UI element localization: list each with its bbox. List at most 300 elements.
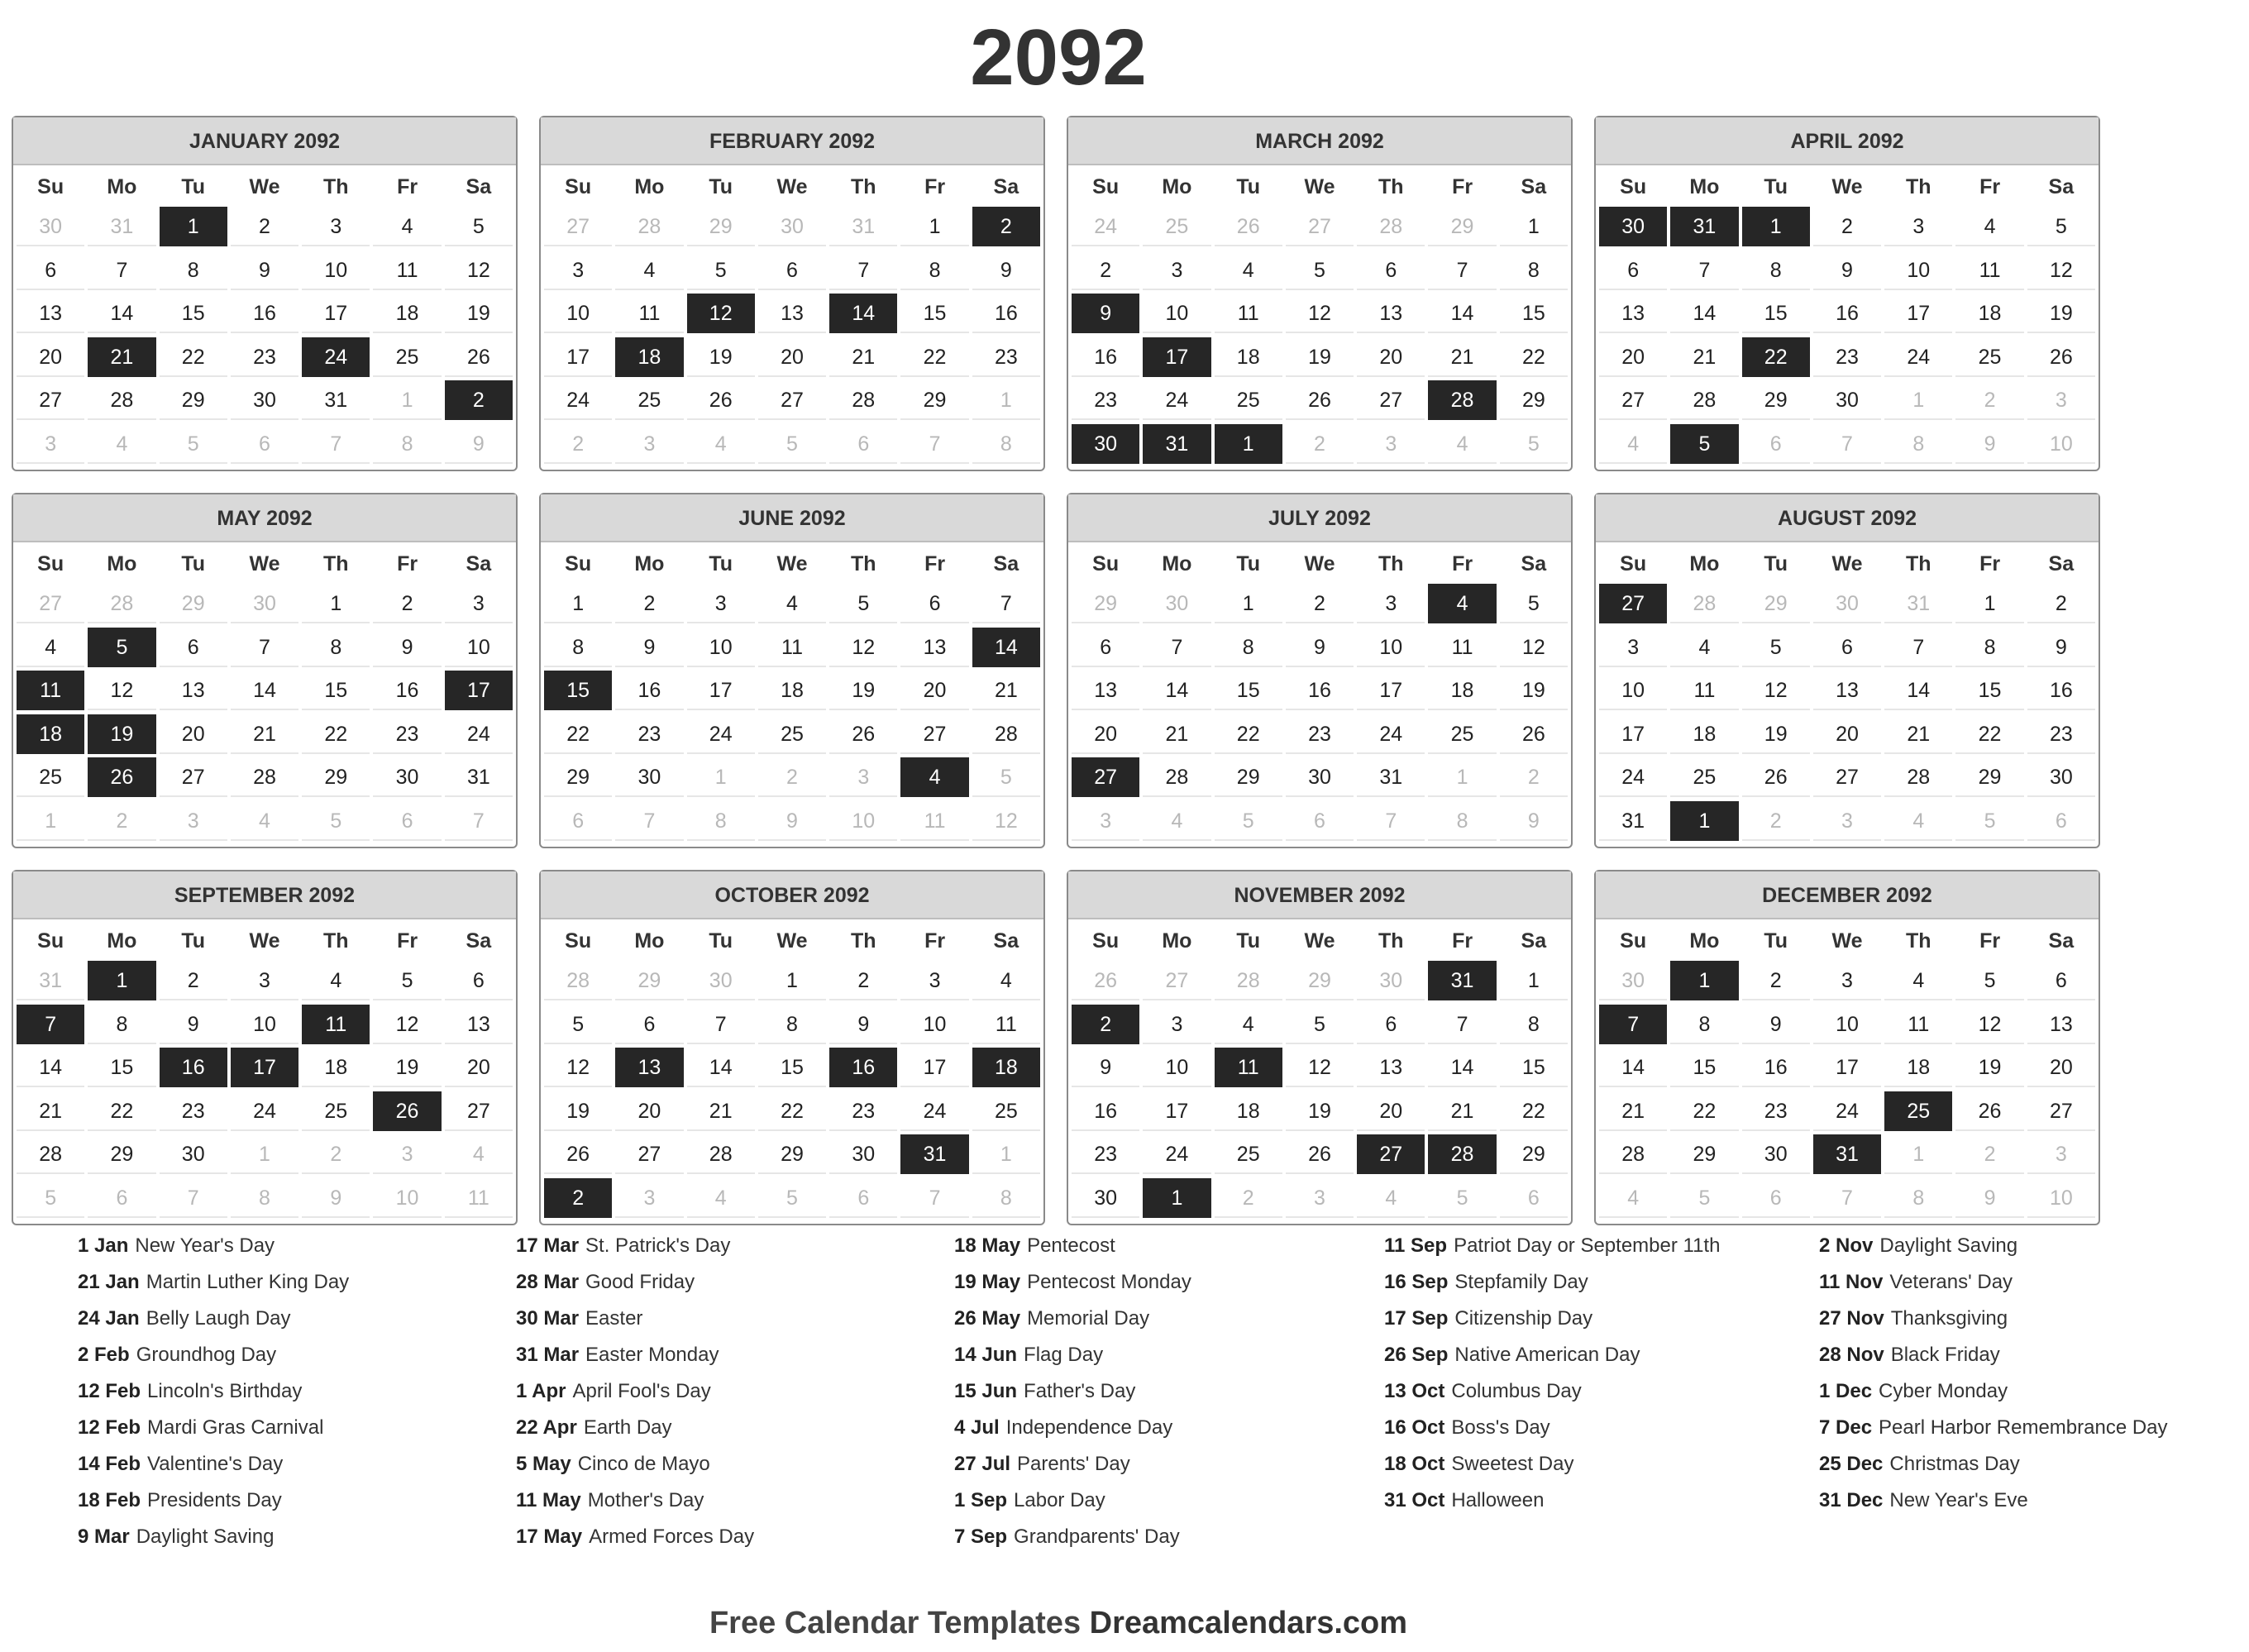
weekday-label: Mo: [1689, 929, 1720, 953]
day-cell-adjacent-month: 4: [1884, 801, 1952, 841]
day-cell-adjacent-month: 8: [1884, 1178, 1952, 1218]
holiday-date: 21 Jan: [78, 1271, 140, 1293]
day-cell-holiday: 16: [160, 1048, 227, 1087]
holiday-name: New Year's Day: [135, 1234, 275, 1257]
day-cell: 9: [615, 628, 683, 667]
day-cell: 6: [615, 1005, 683, 1044]
weekday-label: Sa: [466, 552, 492, 575]
day-cell: 18: [1215, 1091, 1282, 1131]
holiday-date: 12 Feb: [78, 1416, 141, 1439]
day-cell-adjacent-month: 29: [1428, 207, 1496, 246]
day-cell-adjacent-month: 7: [160, 1178, 227, 1218]
day-cell: 20: [1357, 337, 1425, 377]
day-cell-adjacent-month: 2: [758, 757, 826, 797]
day-cell-holiday: 2: [972, 207, 1040, 246]
day-cell: 2: [615, 584, 683, 623]
day-cell: 7: [1428, 1005, 1496, 1044]
holiday-name: St. Patrick's Day: [585, 1234, 731, 1257]
day-cell-adjacent-month: 30: [758, 207, 826, 246]
day-cell: 10: [544, 294, 612, 333]
holiday-name: Halloween: [1451, 1489, 1545, 1511]
holiday-item: [516, 1232, 946, 1259]
holiday-name: Labor Day: [1014, 1489, 1105, 1511]
weekday-label: Fr: [1979, 552, 2001, 575]
day-cell-adjacent-month: 27: [17, 584, 84, 623]
month-calendar: [12, 493, 518, 848]
day-cell: 11: [1955, 251, 2023, 290]
weekday-label: Th: [1906, 175, 1931, 198]
holiday-name: Sweetest Day: [1451, 1453, 1574, 1475]
holiday-date: 31 Oct: [1384, 1489, 1445, 1511]
day-cell: 5: [1286, 1005, 1354, 1044]
holiday-item: [78, 1232, 508, 1259]
month-title: APRIL 2092: [1596, 117, 2099, 165]
day-cell: 17: [900, 1048, 968, 1087]
holiday-date: 1 Sep: [954, 1489, 1008, 1511]
day-cell: 4: [1955, 207, 2023, 246]
holiday-name: Pentecost Monday: [1027, 1271, 1191, 1293]
day-cell: 2: [1742, 961, 1810, 1000]
day-cell: 29: [1500, 380, 1568, 420]
holiday-date: 26 Sep: [1384, 1344, 1449, 1366]
day-cell: 27: [17, 380, 84, 420]
day-cell: 23: [1072, 1134, 1139, 1174]
day-cell-adjacent-month: 8: [687, 801, 755, 841]
day-cell: 22: [1500, 1091, 1568, 1131]
weekday-label: Th: [1378, 175, 1404, 198]
holiday-name: Cinco de Mayo: [577, 1453, 710, 1475]
day-cell: 10: [687, 628, 755, 667]
weekday-label: Fr: [924, 175, 946, 198]
day-cell: 21: [1428, 1091, 1496, 1131]
day-cell: 25: [1955, 337, 2023, 377]
day-cell: 17: [1599, 714, 1667, 754]
holiday-name: Veterans' Day: [1889, 1271, 2013, 1293]
day-cell: 17: [544, 337, 612, 377]
weekday-label: Th: [851, 929, 876, 953]
day-cell: 23: [373, 714, 441, 754]
day-cell: 1: [758, 961, 826, 1000]
day-cell-holiday: 14: [829, 294, 897, 333]
day-cell: 4: [17, 628, 84, 667]
holiday-date: 25 Dec: [1819, 1453, 1884, 1475]
day-cell: 6: [758, 251, 826, 290]
holiday-date: 28 Mar: [516, 1271, 580, 1293]
day-cell: 15: [900, 294, 968, 333]
day-cell: 10: [1813, 1005, 1881, 1044]
day-cell: 24: [231, 1091, 298, 1131]
day-cell-adjacent-month: 28: [1215, 961, 1282, 1000]
holiday-item: [1819, 1305, 2249, 1332]
day-cell-adjacent-month: 6: [829, 1178, 897, 1218]
day-cell-holiday: 27: [1072, 757, 1139, 797]
holiday-item: [516, 1268, 946, 1296]
holiday-date: 14 Feb: [78, 1453, 141, 1475]
day-cell: 28: [88, 380, 155, 420]
footer: [0, 1600, 2117, 1646]
day-cell: 5: [1286, 251, 1354, 290]
day-cell-adjacent-month: 5: [1428, 1178, 1496, 1218]
day-cell: 1: [1215, 584, 1282, 623]
day-cell: 15: [1215, 671, 1282, 710]
day-cell-adjacent-month: 30: [231, 584, 298, 623]
day-cell: 19: [544, 1091, 612, 1131]
day-cell: 30: [1072, 1178, 1139, 1218]
weekday-label: Tu: [1764, 929, 1788, 953]
holiday-name: Mother's Day: [587, 1489, 704, 1511]
day-cell: 28: [1884, 757, 1952, 797]
day-cell: 19: [1500, 671, 1568, 710]
weekday-header-row: [1596, 919, 2099, 961]
weekday-label: Fr: [1979, 929, 2001, 953]
day-cell-adjacent-month: 28: [1670, 584, 1738, 623]
day-cell: 23: [1286, 714, 1354, 754]
holiday-date: 11 Nov: [1819, 1271, 1884, 1293]
day-cell: 20: [160, 714, 227, 754]
day-cell: 27: [1813, 757, 1881, 797]
day-cell-holiday: 28: [1428, 1134, 1496, 1174]
day-cell-adjacent-month: 8: [1428, 801, 1496, 841]
day-cell-adjacent-month: 2: [544, 424, 612, 464]
weekday-label: Tu: [181, 552, 206, 575]
day-cell: 5: [687, 251, 755, 290]
day-cell: 26: [1500, 714, 1568, 754]
day-cell: 14: [88, 294, 155, 333]
weekday-label: Su: [1092, 175, 1120, 198]
day-cell: 4: [373, 207, 441, 246]
day-cell: 15: [1500, 294, 1568, 333]
holiday-name: Valentine's Day: [147, 1453, 284, 1475]
day-cell: 26: [1742, 757, 1810, 797]
day-cell-adjacent-month: 4: [1143, 801, 1210, 841]
day-cell: 14: [17, 1048, 84, 1087]
day-cell: 7: [1428, 251, 1496, 290]
day-cell-adjacent-month: 2: [1215, 1178, 1282, 1218]
weekday-label: Fr: [397, 552, 418, 575]
holiday-name: Memorial Day: [1027, 1307, 1150, 1330]
weekday-label: Fr: [1452, 175, 1473, 198]
day-cell-holiday: 7: [1599, 1005, 1667, 1044]
day-cell: 6: [17, 251, 84, 290]
day-cell: 7: [88, 251, 155, 290]
day-cell: 10: [1143, 294, 1210, 333]
day-cell-adjacent-month: 6: [373, 801, 441, 841]
day-cell: 4: [1670, 628, 1738, 667]
day-cell-adjacent-month: 8: [972, 424, 1040, 464]
holiday-name: April Fool's Day: [572, 1380, 711, 1402]
day-cell-adjacent-month: 10: [2027, 424, 2095, 464]
day-cell: 17: [687, 671, 755, 710]
day-cell: 6: [1357, 251, 1425, 290]
day-cell: 16: [1286, 671, 1354, 710]
day-cell: 26: [544, 1134, 612, 1174]
day-cell: 3: [302, 207, 370, 246]
day-cell: 9: [1072, 1048, 1139, 1087]
day-cell: 29: [302, 757, 370, 797]
day-cell: 31: [445, 757, 513, 797]
day-cell: 30: [373, 757, 441, 797]
weekday-label: Su: [1092, 552, 1120, 575]
day-cell-adjacent-month: 4: [1599, 424, 1667, 464]
holiday-name: Pentecost: [1027, 1234, 1115, 1257]
month-title: MARCH 2092: [1068, 117, 1571, 165]
month-title: JULY 2092: [1068, 494, 1571, 542]
day-cell: 11: [1670, 671, 1738, 710]
holiday-list: [0, 1232, 2168, 1579]
holiday-name: Groundhog Day: [136, 1344, 277, 1366]
day-cell: 19: [829, 671, 897, 710]
day-grid: [13, 584, 516, 841]
day-cell: 14: [231, 671, 298, 710]
day-cell-adjacent-month: 1: [972, 380, 1040, 420]
day-cell-adjacent-month: 6: [2027, 801, 2095, 841]
day-cell: 13: [1357, 294, 1425, 333]
weekday-label: Tu: [709, 552, 733, 575]
day-cell: 29: [1670, 1134, 1738, 1174]
day-cell: 16: [1742, 1048, 1810, 1087]
day-cell: 3: [687, 584, 755, 623]
day-cell-holiday: 27: [1599, 584, 1667, 623]
weekday-header-row: [1596, 542, 2099, 584]
day-cell-adjacent-month: 29: [1742, 584, 1810, 623]
day-cell: 2: [373, 584, 441, 623]
weekday-label: Su: [1092, 929, 1120, 953]
day-cell: 9: [972, 251, 1040, 290]
month-calendar: [1067, 116, 1573, 471]
day-cell-adjacent-month: 6: [829, 424, 897, 464]
day-cell-adjacent-month: 6: [1742, 424, 1810, 464]
holiday-column: [1384, 1232, 1814, 1523]
day-cell-holiday: 2: [544, 1178, 612, 1218]
day-cell: 26: [1286, 380, 1354, 420]
day-cell-adjacent-month: 29: [687, 207, 755, 246]
day-cell: 13: [1813, 671, 1881, 710]
day-cell-holiday: 30: [1599, 207, 1667, 246]
day-cell: 25: [302, 1091, 370, 1131]
holiday-date: 18 May: [954, 1234, 1021, 1257]
holiday-item: [1819, 1450, 2249, 1478]
footer-site: Dreamcalendars.com: [1089, 1606, 1408, 1640]
day-cell: 8: [160, 251, 227, 290]
weekday-label: Tu: [1236, 175, 1261, 198]
day-cell-adjacent-month: 28: [615, 207, 683, 246]
day-cell: 19: [1955, 1048, 2023, 1087]
holiday-date: 1 Apr: [516, 1380, 566, 1402]
day-cell: 27: [1599, 380, 1667, 420]
day-cell: 3: [1884, 207, 1952, 246]
weekday-label: Mo: [107, 175, 137, 198]
day-cell: 22: [160, 337, 227, 377]
month-calendar: [539, 870, 1045, 1225]
day-cell: 24: [1884, 337, 1952, 377]
weekday-label: Fr: [397, 929, 418, 953]
weekday-label: Mo: [1162, 929, 1192, 953]
day-cell-holiday: 1: [1742, 207, 1810, 246]
day-cell-adjacent-month: 6: [1742, 1178, 1810, 1218]
day-cell: 17: [302, 294, 370, 333]
day-cell: 20: [445, 1048, 513, 1087]
weekday-label: Tu: [1236, 552, 1261, 575]
holiday-item: [516, 1487, 946, 1514]
weekday-label: We: [1831, 929, 1863, 953]
day-cell: 28: [972, 714, 1040, 754]
day-grid: [1068, 961, 1571, 1218]
day-cell: 10: [1884, 251, 1952, 290]
weekday-label: Su: [37, 175, 64, 198]
day-cell-holiday: 18: [615, 337, 683, 377]
day-cell-adjacent-month: 3: [615, 1178, 683, 1218]
holiday-date: 16 Sep: [1384, 1271, 1449, 1293]
day-cell: 25: [1428, 714, 1496, 754]
holiday-date: 11 May: [516, 1489, 581, 1511]
day-cell-adjacent-month: 7: [615, 801, 683, 841]
day-cell: 21: [1143, 714, 1210, 754]
month-calendar: [1067, 870, 1573, 1225]
day-cell: 6: [445, 961, 513, 1000]
day-cell: 16: [373, 671, 441, 710]
day-cell-holiday: 4: [1428, 584, 1496, 623]
day-cell-adjacent-month: 3: [1286, 1178, 1354, 1218]
day-cell: 9: [829, 1005, 897, 1044]
day-cell-adjacent-month: 4: [1599, 1178, 1667, 1218]
day-cell: 15: [1742, 294, 1810, 333]
day-cell: 24: [900, 1091, 968, 1131]
day-cell-adjacent-month: 1: [1428, 757, 1496, 797]
day-cell: 20: [1813, 714, 1881, 754]
holiday-item: [1384, 1268, 1814, 1296]
day-cell-holiday: 24: [302, 337, 370, 377]
day-cell-adjacent-month: 2: [302, 1134, 370, 1174]
day-cell-holiday: 1: [88, 961, 155, 1000]
month-calendar: [1594, 493, 2100, 848]
holiday-item: [516, 1377, 946, 1405]
day-cell-adjacent-month: 31: [88, 207, 155, 246]
day-grid: [1068, 207, 1571, 464]
weekday-label: Th: [1906, 929, 1931, 953]
weekday-label: Th: [851, 175, 876, 198]
day-cell: 21: [687, 1091, 755, 1131]
day-cell-adjacent-month: 27: [1286, 207, 1354, 246]
day-cell: 19: [445, 294, 513, 333]
holiday-name: Cyber Monday: [1879, 1380, 2008, 1402]
day-cell-adjacent-month: 1: [687, 757, 755, 797]
day-cell-holiday: 13: [615, 1048, 683, 1087]
holiday-item: [1384, 1377, 1814, 1405]
day-cell: 30: [231, 380, 298, 420]
day-cell-adjacent-month: 5: [1500, 424, 1568, 464]
holiday-item: [1819, 1487, 2249, 1514]
holiday-name: Columbus Day: [1451, 1380, 1582, 1402]
day-cell: 17: [1357, 671, 1425, 710]
day-cell: 10: [231, 1005, 298, 1044]
weekday-header-row: [1596, 165, 2099, 207]
holiday-item: [516, 1523, 946, 1550]
month-calendar: [539, 116, 1045, 471]
weekday-header-row: [1068, 165, 1571, 207]
day-cell: 9: [1742, 1005, 1810, 1044]
day-cell: 29: [1742, 380, 1810, 420]
holiday-name: Belly Laugh Day: [146, 1307, 291, 1330]
day-cell: 5: [829, 584, 897, 623]
day-cell: 8: [1215, 628, 1282, 667]
holiday-item: [516, 1305, 946, 1332]
holiday-date: 31 Dec: [1819, 1489, 1884, 1511]
day-cell: 26: [2027, 337, 2095, 377]
day-cell-adjacent-month: 9: [1500, 801, 1568, 841]
weekday-label: We: [1304, 175, 1335, 198]
day-cell: 21: [17, 1091, 84, 1131]
holiday-date: 19 May: [954, 1271, 1021, 1293]
holiday-date: 2 Nov: [1819, 1234, 1874, 1257]
holiday-date: 17 May: [516, 1525, 583, 1548]
day-cell: 6: [1357, 1005, 1425, 1044]
day-cell: 30: [160, 1134, 227, 1174]
day-cell-adjacent-month: 28: [544, 961, 612, 1000]
day-cell: 25: [972, 1091, 1040, 1131]
weekday-label: Th: [1378, 929, 1404, 953]
day-cell: 26: [829, 714, 897, 754]
day-cell-adjacent-month: 8: [231, 1178, 298, 1218]
day-cell: 22: [758, 1091, 826, 1131]
day-cell: 11: [1215, 294, 1282, 333]
holiday-item: [78, 1414, 508, 1441]
weekday-label: Sa: [1521, 552, 1547, 575]
day-cell-adjacent-month: 30: [1599, 961, 1667, 1000]
day-cell-holiday: 5: [88, 628, 155, 667]
month-calendar: [1067, 493, 1573, 848]
day-cell: 25: [1215, 1134, 1282, 1174]
weekday-header-row: [1068, 919, 1571, 961]
holiday-name: Citizenship Day: [1454, 1307, 1593, 1330]
day-cell: 5: [2027, 207, 2095, 246]
day-cell: 6: [900, 584, 968, 623]
day-cell-adjacent-month: 31: [17, 961, 84, 1000]
day-cell: 24: [1143, 1134, 1210, 1174]
day-cell: 3: [1599, 628, 1667, 667]
month-calendar: [12, 870, 518, 1225]
day-cell-adjacent-month: 4: [445, 1134, 513, 1174]
day-cell-adjacent-month: 3: [1072, 801, 1139, 841]
day-cell: 23: [829, 1091, 897, 1131]
day-cell-adjacent-month: 3: [1813, 801, 1881, 841]
day-cell: 23: [231, 337, 298, 377]
day-cell: 8: [88, 1005, 155, 1044]
holiday-item: [78, 1268, 508, 1296]
day-cell-adjacent-month: 5: [972, 757, 1040, 797]
weekday-label: We: [249, 175, 280, 198]
holiday-item: [1384, 1232, 1814, 1259]
day-cell-adjacent-month: 24: [1072, 207, 1139, 246]
holiday-name: Daylight Saving: [1879, 1234, 2018, 1257]
day-cell: 8: [1500, 1005, 1568, 1044]
day-cell-adjacent-month: 25: [1143, 207, 1210, 246]
day-cell: 6: [160, 628, 227, 667]
day-cell-adjacent-month: 7: [1813, 424, 1881, 464]
day-cell: 11: [1884, 1005, 1952, 1044]
day-cell-adjacent-month: 12: [972, 801, 1040, 841]
day-cell: 18: [1215, 337, 1282, 377]
holiday-column: [516, 1232, 946, 1559]
day-cell: 3: [1143, 1005, 1210, 1044]
day-cell-adjacent-month: 10: [829, 801, 897, 841]
day-cell-adjacent-month: 3: [615, 424, 683, 464]
day-cell: 22: [900, 337, 968, 377]
day-grid: [13, 207, 516, 464]
weekday-label: Su: [1620, 929, 1647, 953]
day-cell: 27: [445, 1091, 513, 1131]
day-cell-adjacent-month: 11: [900, 801, 968, 841]
day-cell: 28: [687, 1134, 755, 1174]
